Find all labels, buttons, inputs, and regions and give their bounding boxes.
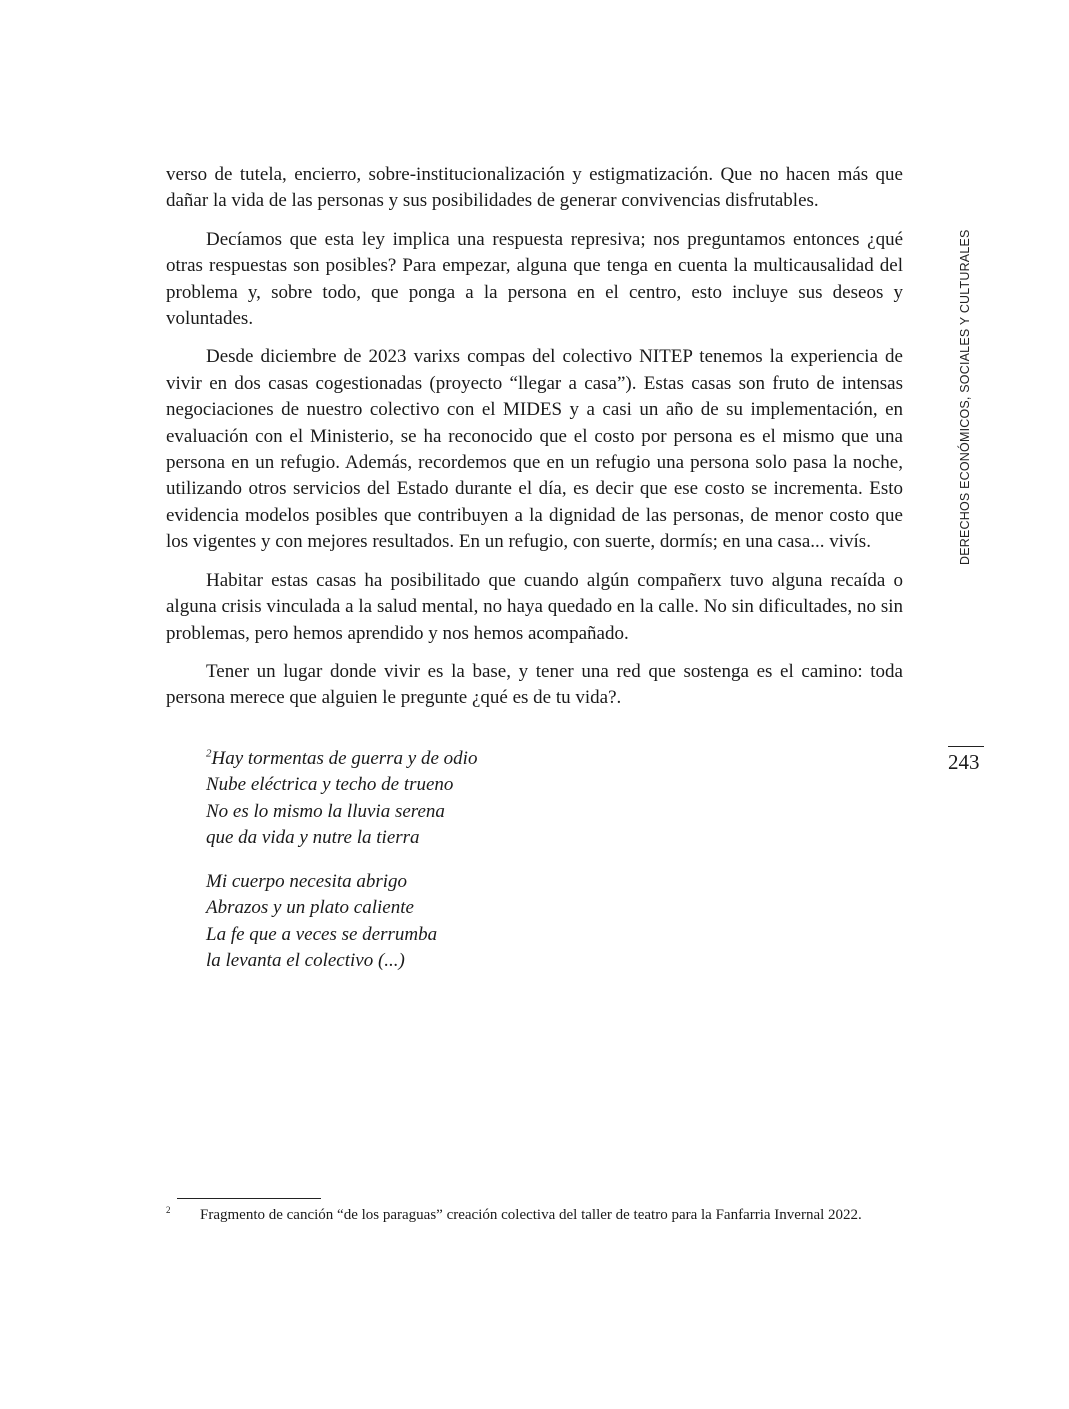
verse-line: No es lo mismo la lluvia serena: [206, 800, 445, 822]
verse-line: Abrazos y un plato caliente: [206, 897, 414, 919]
footnote-text: Fragmento de canción “de los paraguas” creación colectiva del taller de teatro para la Fanfarria Invernal 2022.: [200, 1207, 862, 1223]
verse-line: que da vida y nutre la tierra: [206, 827, 420, 849]
verse-stanza-2: [206, 869, 437, 975]
footnote: 2 Fragmento de canción “de los paraguas” creación colectiva del taller de teatro para la Fanfarria Invernal 2022.: [166, 1205, 862, 1223]
page-number: 243: [948, 750, 980, 774]
verse-stanza-1: [206, 746, 477, 852]
verse-line: Mi cuerpo necesita abrigo: [206, 871, 408, 892]
paragraph-5: Tener un lugar donde vivir es la base, y tener una red que sostenga es el camino: toda persona merece que alguien le pregunte ¿qué es de tu vida?.: [166, 660, 903, 709]
body-text: [166, 162, 903, 712]
paragraph-4: Habitar estas casas ha posibilitado que cuando algún compañerx tuvo alguna recaída o alguna crisis vinculada a la salud mental, no haya quedado en la calle. No sin dificultades, no sin problemas, pero hemos aprendido y nos hemos acompañado.: [166, 569, 903, 644]
footnote-reference: 2: [206, 747, 212, 760]
paragraph-2: Decíamos que esta ley implica una respuesta represiva; nos preguntamos entonces ¿qué otras respuestas son posibles? Para empezar, alguna que tenga en cuenta la multicausalidad del problema y, sobre todo, que ponga a la persona en el centro, esto incluye sus deseos y voluntades.: [166, 228, 903, 330]
verse-line: la levanta el colectivo (...): [206, 950, 405, 972]
verse-line: Nube eléctrica y techo de trueno: [206, 774, 454, 796]
page-number-rule: [948, 746, 984, 747]
section-side-label: DERECHOS ECONÓMICOS, SOCIALES Y CULTURALES: [958, 229, 972, 565]
verse-line: La fe que a veces se derrumba: [206, 923, 438, 945]
footnote-divider: [177, 1198, 321, 1199]
paragraph-1: verso de tutela, encierro, sobre-institucionalización y estigmatización. Que no hacen más que dañar la vida de las personas y sus posibilidades de generar convivencias disfrutables.: [166, 164, 903, 212]
paragraph-3: Desde diciembre de 2023 varixs compas del colectivo NITEP tenemos la experiencia de vivir en dos casas cogestionadas (proyecto “llegar a casa”). Estas casas son fruto de intensas negociaciones de nuestro colectivo con el MIDES y a casi un año de su implementación, en evaluación con el Ministerio, se ha reconocido que el costo por persona es el mismo que una persona en un refugio. Además, recordemos que en un refugio una persona solo pasa la noche, utilizando otros servicios del Estado durante el día, es decir que ese costo se incrementa. Esto evidencia modelos posibles que contribuyen a la dignidad de las personas, de menor costo que los vigentes y con mejores resultados. En un refugio, con suerte, dormís; en una casa... vivís.: [166, 346, 903, 553]
verse-line: $^2$Hay tormentas de guerra y de odio: [206, 747, 478, 769]
